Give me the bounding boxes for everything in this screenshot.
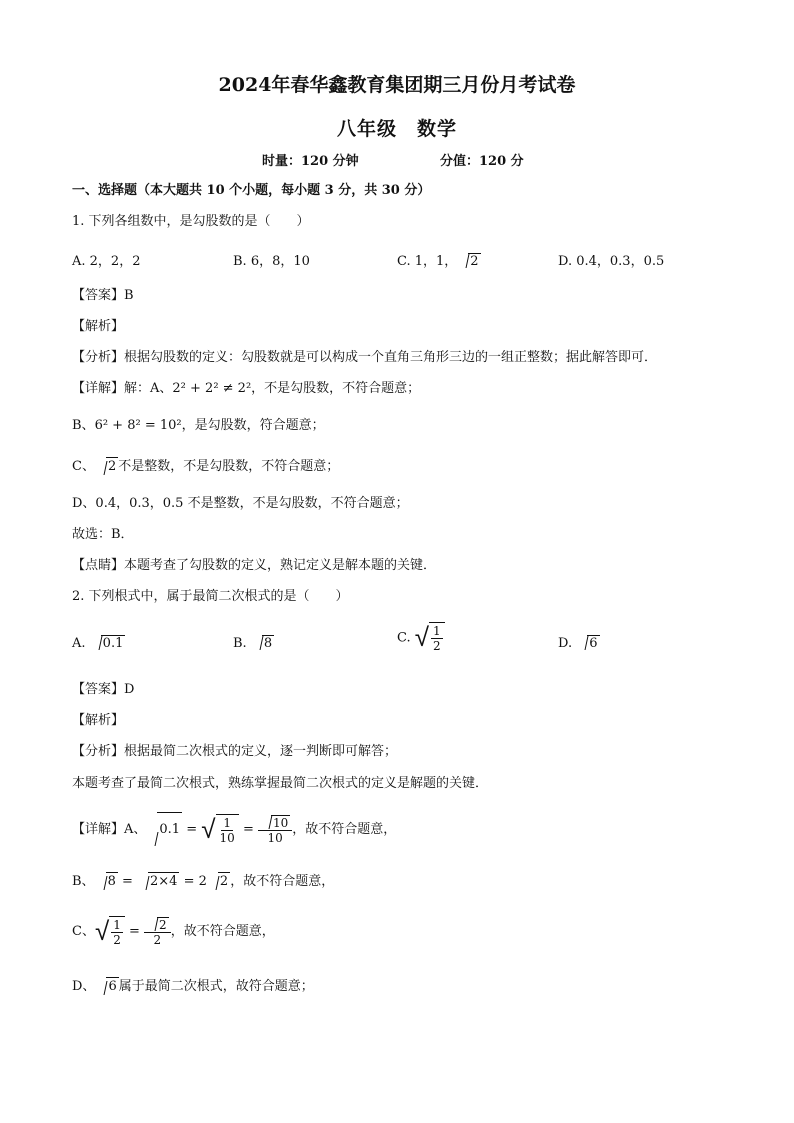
detail-c-suffix: ，故不符合题意， xyxy=(170,924,275,939)
sqrt-symbol xyxy=(262,815,290,830)
q1-option-c-text: C. 1，1， xyxy=(397,254,458,269)
fraction xyxy=(144,917,171,947)
q2-fenxi xyxy=(72,743,397,761)
denominator: 2 xyxy=(153,932,162,947)
sqrt-symbol: √ $\frac{1}{2}$ xyxy=(95,916,125,948)
q2-detail-c: C、 √ $\frac{1}{2}$ = $\frac{2}{2}$ ，故不符合题意， xyxy=(72,916,275,947)
answer-tag: 【答案】 xyxy=(72,288,125,303)
denominator: 10 xyxy=(267,830,283,845)
answer-value: D xyxy=(124,682,135,697)
q1-analysis-tag: 【解析】 xyxy=(72,319,125,334)
option-label: D. xyxy=(558,636,573,651)
sqrt-symbol xyxy=(97,457,118,476)
detail-d-prefix: D、 xyxy=(72,979,96,994)
fenxi-text: 根据最简二次根式的定义，逐一判断即可解答； xyxy=(124,744,398,759)
fraction xyxy=(431,624,443,653)
detail-a-prefix: 解：A、 xyxy=(124,381,173,396)
q1-option-b: B. 6，8，10 xyxy=(233,254,310,269)
q2-stem: 2. 下列根式中，属于最简二次根式的是（ ） xyxy=(72,589,349,604)
fenxi-tag: 【分析】 xyxy=(72,744,125,759)
radicand: 0.1 xyxy=(157,812,182,847)
option-label: C. xyxy=(397,630,411,646)
q1-option-a: A. 2，2，2 xyxy=(72,254,141,269)
sqrt-symbol xyxy=(148,917,169,932)
detail-a-math: 2² + 2² ≠ 2² xyxy=(172,381,252,396)
sqrt-symbol xyxy=(97,872,118,891)
q2-option-a xyxy=(72,635,125,651)
radicand: 6 xyxy=(589,636,598,651)
q1-conclusion: 故选：B． xyxy=(72,527,134,542)
exam-subtitle: 八年级 数学 xyxy=(336,118,457,140)
detail-tag: 【详解】 xyxy=(72,381,125,396)
q2-option-c xyxy=(397,622,445,654)
q1-answer xyxy=(72,287,134,305)
sqrt-symbol xyxy=(148,812,182,847)
radicand: 2 xyxy=(107,459,117,474)
detail-a-prefix: A、 xyxy=(124,822,147,837)
q1-detail-a xyxy=(72,380,420,398)
detail-b-prefix: B、 xyxy=(72,418,95,433)
answer-tag: 【答案】 xyxy=(72,682,125,697)
radicand: 2 xyxy=(159,917,167,932)
detail-tag: 【详解】 xyxy=(72,822,125,837)
radicand: 2 xyxy=(219,874,229,889)
q1-dianjing xyxy=(72,557,436,575)
denominator: 2 xyxy=(433,639,441,653)
sqrt-symbol xyxy=(209,872,230,891)
coefficient: 2 xyxy=(198,874,207,889)
q2-option-d xyxy=(558,635,600,651)
sqrt-symbol: √ $\frac{1}{2}$ xyxy=(415,622,445,654)
option-label: B. xyxy=(233,636,247,651)
radicand: 8 xyxy=(263,636,273,651)
sqrt-symbol xyxy=(92,635,126,651)
q1-fenxi xyxy=(72,349,657,367)
option-label: A. xyxy=(72,636,86,651)
numerator: 1 xyxy=(223,815,231,830)
exam-title: 2024年春华鑫教育集团期三月份月考试卷 xyxy=(218,74,576,96)
radicand: 10 xyxy=(273,815,289,830)
detail-a-suffix: ，故不符合题意， xyxy=(292,822,397,837)
q2-summary: 本题考查了最简二次根式，熟练掌握最简二次根式的定义是解题的关键． xyxy=(72,776,489,791)
q2-detail-a: 【详解】A、 0.1 = √ $\frac{1}{10}$ = $\frac{10}{10}$ ，故不符合题意， xyxy=(72,812,396,847)
detail-b-suffix: ，是勾股数，符合题意； xyxy=(181,418,325,433)
detail-b-math: 6² + 8² = 10² xyxy=(94,418,182,433)
radicand: 8 xyxy=(107,874,116,889)
answer-value: B xyxy=(124,288,134,303)
detail-a-suffix: ，不是勾股数，不符合题意； xyxy=(251,381,421,396)
q2-answer xyxy=(72,681,134,699)
exam-time: 时量：120 分钟 xyxy=(262,154,359,169)
exam-score: 分值：120 分 xyxy=(440,154,524,169)
q1-detail-b xyxy=(72,417,325,435)
q1-detail-d: D、0.4，0.3，0.5 不是整数，不是勾股数，不符合题意； xyxy=(72,496,409,511)
section-heading: 一、选择题（本大题共 10 个小题，每小题 3 分，共 30 分） xyxy=(72,183,431,198)
q1-option-d: D. 0.4，0.3，0.5 xyxy=(558,254,665,269)
radicand: 2 xyxy=(470,254,479,269)
numerator: 1 xyxy=(433,624,441,638)
detail-b-suffix: ，故不符合题意， xyxy=(230,874,335,889)
dianjing-tag: 【点睛】 xyxy=(72,558,125,573)
radicand: 2×4 xyxy=(150,874,178,889)
numerator: 1 xyxy=(113,917,121,932)
detail-c-prefix: C、 xyxy=(72,459,95,474)
q1-stem: 1. 下列各组数中，是勾股数的是（ ） xyxy=(72,214,310,229)
detail-c-suffix: 不是整数，不是勾股数，不符合题意； xyxy=(118,459,340,474)
q1-detail-c xyxy=(72,457,339,476)
detail-c-prefix: C、 xyxy=(72,924,95,939)
fraction xyxy=(258,815,292,845)
sqrt-symbol xyxy=(578,635,599,651)
fenxi-text: 根据勾股数的定义：勾股数就是可以构成一个直角三角形三边的一组正整数；据此解答即可． xyxy=(124,350,658,365)
sqrt-symbol xyxy=(97,977,118,996)
sqrt-symbol xyxy=(253,635,274,651)
denominator: 2 xyxy=(113,932,121,947)
dianjing-text: 本题考查了勾股数的定义，熟记定义是解本题的关键． xyxy=(124,558,437,573)
q1-option-c xyxy=(397,250,481,269)
radicand: 0.1 xyxy=(102,636,124,651)
fraction xyxy=(111,918,123,947)
detail-b-prefix: B、 xyxy=(72,874,95,889)
q2-detail-d xyxy=(72,977,314,996)
fraction xyxy=(218,816,237,845)
denominator: 10 xyxy=(219,830,235,845)
radicand: 6 xyxy=(108,979,117,994)
fenxi-tag: 【分析】 xyxy=(72,350,125,365)
sqrt-symbol: √ $\frac{1}{10}$ xyxy=(201,814,239,846)
sqrt-symbol xyxy=(459,253,480,269)
q2-option-b xyxy=(233,635,274,651)
q2-detail-b: B、 8 = 2×4 = 2 2 ，故不符合题意， xyxy=(72,874,335,889)
sqrt-symbol xyxy=(139,872,179,891)
q2-analysis-tag: 【解析】 xyxy=(72,713,125,728)
detail-d-suffix: 属于最简二次根式，故符合题意； xyxy=(118,979,314,994)
